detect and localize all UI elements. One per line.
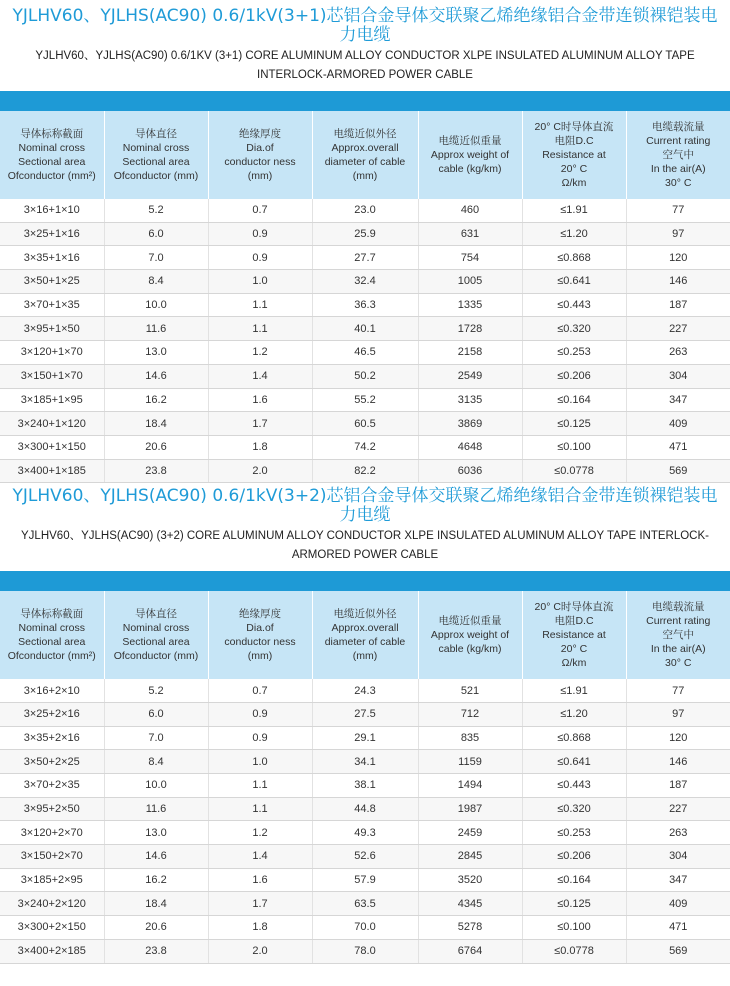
table-cell: 3520 [418, 868, 522, 892]
table-cell: 40.1 [312, 317, 418, 341]
table-cell: 3×70+2×35 [0, 774, 104, 798]
table-cell: 3×150+2×70 [0, 845, 104, 869]
table-cell: ≤1.91 [522, 679, 626, 702]
table-cell: 460 [418, 199, 522, 222]
header-line: 电缆近似重量 [438, 135, 502, 147]
table-cell: 6764 [418, 939, 522, 963]
table-cell: 4345 [418, 892, 522, 916]
header-line: Current rating [646, 615, 711, 628]
table-cell: 77 [626, 199, 730, 222]
table-cell: 16.2 [104, 868, 208, 892]
header-line: 空气中 [662, 149, 694, 161]
table-cell: 347 [626, 388, 730, 412]
header-line: Ω/km [561, 657, 587, 670]
table-cell: 3×95+2×50 [0, 797, 104, 821]
header-line: 电缆载流量 [652, 601, 705, 614]
table-cell: 1.8 [208, 916, 312, 940]
header-line: Ofconductor (mm) [113, 170, 199, 182]
section-title-en: YJLHV60、YJLHS(AC90) 0.6/1KV (3+1) CORE ALUMINUM ALLOY CONDUCTOR XLPE INSULATED ALUMINUM ALLOY TAPE INTERLOCK-ARMORED POWER CABLE [35, 50, 695, 81]
header-line: Dia.of [246, 142, 274, 154]
header-line: Ω/km [561, 177, 587, 189]
header-line: 20° C [560, 643, 588, 656]
table-cell: 70.0 [312, 916, 418, 940]
table-cell: 23.0 [312, 199, 418, 222]
table-cell: 3×16+1×10 [0, 199, 104, 222]
table-cell: 347 [626, 868, 730, 892]
table-cell: 521 [418, 679, 522, 702]
header-line: cable (kg/km) [438, 643, 502, 656]
table-cell: 36.3 [312, 293, 418, 317]
header-line: Resistance at [542, 149, 606, 161]
column-header [418, 111, 522, 199]
table-cell: 23.8 [104, 939, 208, 963]
table-cell: 13.0 [104, 341, 208, 365]
table-cell: 835 [418, 726, 522, 750]
header-line: 20° C [560, 163, 588, 175]
table-cell: 0.9 [208, 246, 312, 270]
header-line: 空气中 [662, 629, 694, 642]
table-row [0, 750, 730, 774]
table-cell: 146 [626, 270, 730, 294]
table-cell: 10.0 [104, 774, 208, 798]
table-cell: 1.6 [208, 388, 312, 412]
table-cell: 29.1 [312, 726, 418, 750]
table-cell: ≤0.164 [522, 388, 626, 412]
table-cell: 3135 [418, 388, 522, 412]
column-header [104, 591, 208, 679]
table-cell: 0.7 [208, 679, 312, 702]
table-cell: ≤0.253 [522, 821, 626, 845]
table-cell: ≤0.125 [522, 412, 626, 436]
table-cell: ≤0.443 [522, 293, 626, 317]
table-row [0, 341, 730, 365]
header-line: In the air(A) [650, 163, 706, 175]
table-cell: 60.5 [312, 412, 418, 436]
header-line: 绝缘厚度 [239, 608, 281, 621]
header-line: Approx weight of [430, 149, 510, 161]
header-line: 导体直径 [135, 128, 177, 140]
table-cell: ≤1.20 [522, 222, 626, 246]
table-row [0, 939, 730, 963]
table-row [0, 293, 730, 317]
section-title-en: YJLHV60、YJLHS(AC90) (3+2) CORE ALUMINUM ALLOY CONDUCTOR XLPE INSULATED ALUMINUM ALLOY TAPE INTERLOCK-ARMORED POWER CABLE [21, 530, 709, 562]
section-title-cn: YJLHV60、YJLHS(AC90) 0.6/1kV(3+1)芯铝合金导体交联聚乙烯绝缘铝合金带连锁裸铠装电力电缆 [12, 6, 718, 45]
table-cell: ≤0.320 [522, 317, 626, 341]
table-cell: 3×70+1×35 [0, 293, 104, 317]
table-cell: 3×25+2×16 [0, 702, 104, 726]
table-row [0, 270, 730, 294]
table-cell: 25.9 [312, 222, 418, 246]
table-cell: 712 [418, 702, 522, 726]
header-line: conductor ness [224, 636, 296, 649]
table-cell: 0.9 [208, 726, 312, 750]
table-cell: 1.8 [208, 435, 312, 459]
table-cell: 20.6 [104, 916, 208, 940]
table-cell: 0.9 [208, 702, 312, 726]
table-cell: 0.7 [208, 199, 312, 222]
table-cell: 754 [418, 246, 522, 270]
table-cell: 1335 [418, 293, 522, 317]
table-cell: 187 [626, 293, 730, 317]
table-cell: 78.0 [312, 939, 418, 963]
header-line: (mm) [247, 170, 273, 182]
header-line: diameter of cable [324, 636, 406, 649]
table-cell: 120 [626, 246, 730, 270]
table-cell: ≤0.100 [522, 435, 626, 459]
table-cell: 50.2 [312, 364, 418, 388]
table-cell: ≤0.206 [522, 364, 626, 388]
table-cell: 569 [626, 459, 730, 483]
table-row [0, 726, 730, 750]
table-cell: 227 [626, 797, 730, 821]
header-line: Approx weight of [430, 629, 510, 642]
table-cell: 1987 [418, 797, 522, 821]
table-cell: ≤0.868 [522, 246, 626, 270]
table-cell: 18.4 [104, 892, 208, 916]
table-cell: 263 [626, 341, 730, 365]
table-cell: 3×25+1×16 [0, 222, 104, 246]
table-cell: ≤0.868 [522, 726, 626, 750]
table-cell: 23.8 [104, 459, 208, 483]
table-cell: 2549 [418, 364, 522, 388]
table-cell: 2459 [418, 821, 522, 845]
table-cell: ≤0.100 [522, 916, 626, 940]
table-row [0, 435, 730, 459]
table-cell: 3×185+2×95 [0, 868, 104, 892]
table-cell: 2.0 [208, 939, 312, 963]
table-cell: 27.5 [312, 702, 418, 726]
table-cell: 1.0 [208, 750, 312, 774]
table-cell: 3×120+2×70 [0, 821, 104, 845]
table-cell: 1005 [418, 270, 522, 294]
table-cell: 1.4 [208, 364, 312, 388]
header-line: Ofconductor (mm²) [7, 170, 96, 182]
table-cell: 1.4 [208, 845, 312, 869]
table-cell: ≤0.320 [522, 797, 626, 821]
column-header [0, 111, 104, 199]
table-cell: 1.7 [208, 412, 312, 436]
table-cell: 46.5 [312, 341, 418, 365]
table-cell: 409 [626, 412, 730, 436]
table-cell: 63.5 [312, 892, 418, 916]
table-cell: 14.6 [104, 364, 208, 388]
table-cell: 7.0 [104, 246, 208, 270]
header-line: Sectional area [122, 156, 190, 168]
header-line: In the air(A) [650, 643, 706, 656]
header-line: Resistance at [542, 629, 606, 642]
table-cell: 97 [626, 222, 730, 246]
table-cell: 3×240+1×120 [0, 412, 104, 436]
header-line: 20° C时导体直流 [534, 601, 614, 614]
column-header [522, 591, 626, 679]
table-row [0, 868, 730, 892]
column-header [418, 591, 522, 679]
header-line: conductor ness [224, 156, 296, 168]
header-line: 20° C时导体直流 [534, 121, 614, 133]
table-row [0, 317, 730, 341]
table-cell: ≤0.443 [522, 774, 626, 798]
table-cell: 146 [626, 750, 730, 774]
header-line: 电缆近似外径 [333, 608, 397, 621]
table-cell: 44.8 [312, 797, 418, 821]
table-cell: 11.6 [104, 797, 208, 821]
table-cell: 8.4 [104, 750, 208, 774]
header-row [0, 111, 730, 199]
table-cell: 5278 [418, 916, 522, 940]
header-line: Sectional area [122, 636, 190, 649]
column-header [208, 111, 312, 199]
table-cell: 11.6 [104, 317, 208, 341]
cable-section-2 [0, 483, 730, 963]
table-cell: ≤0.0778 [522, 939, 626, 963]
table-cell: 2.0 [208, 459, 312, 483]
table-cell: 8.4 [104, 270, 208, 294]
table-cell: 120 [626, 726, 730, 750]
table-cell: 263 [626, 821, 730, 845]
header-band [0, 91, 730, 111]
table-cell: 32.4 [312, 270, 418, 294]
table-cell: ≤1.91 [522, 199, 626, 222]
table-row [0, 222, 730, 246]
table-cell: ≤0.125 [522, 892, 626, 916]
table-cell: 1.2 [208, 821, 312, 845]
column-header [626, 111, 730, 199]
table-row [0, 797, 730, 821]
table-cell: 3×50+1×25 [0, 270, 104, 294]
table-cell: ≤0.641 [522, 270, 626, 294]
table-cell: 3×35+2×16 [0, 726, 104, 750]
column-header [0, 591, 104, 679]
table-cell: 74.2 [312, 435, 418, 459]
table-cell: 304 [626, 845, 730, 869]
header-line: Current rating [646, 135, 711, 147]
header-line: 电缆载流量 [652, 121, 705, 133]
header-line: diameter of cable [324, 156, 406, 168]
table-cell: ≤1.20 [522, 702, 626, 726]
table-cell: ≤0.206 [522, 845, 626, 869]
table-cell: 57.9 [312, 868, 418, 892]
table-cell: 0.9 [208, 222, 312, 246]
header-line: (mm) [352, 170, 378, 182]
header-line: Ofconductor (mm) [113, 650, 199, 663]
header-line: Nominal cross [122, 142, 190, 154]
column-header [312, 111, 418, 199]
table-cell: 1.1 [208, 317, 312, 341]
spec-table [0, 591, 730, 963]
table-cell: 2845 [418, 845, 522, 869]
table-cell: 14.6 [104, 845, 208, 869]
table-cell: 18.4 [104, 412, 208, 436]
table-cell: 409 [626, 892, 730, 916]
header-line: 电阻D.C [554, 135, 594, 147]
header-line: Nominal cross [18, 622, 86, 635]
table-cell: ≤0.0778 [522, 459, 626, 483]
table-cell: 1.1 [208, 797, 312, 821]
table-row [0, 702, 730, 726]
table-cell: 97 [626, 702, 730, 726]
table-row [0, 916, 730, 940]
table-cell: 82.2 [312, 459, 418, 483]
table-cell: 10.0 [104, 293, 208, 317]
table-cell: 3×240+2×120 [0, 892, 104, 916]
header-line: cable (kg/km) [438, 163, 502, 175]
header-line: 30° C [665, 657, 692, 670]
table-cell: 3869 [418, 412, 522, 436]
table-row [0, 845, 730, 869]
table-cell: 304 [626, 364, 730, 388]
table-cell: 2158 [418, 341, 522, 365]
table-row [0, 246, 730, 270]
header-line: Dia.of [246, 622, 274, 635]
column-header [522, 111, 626, 199]
table-cell: 3×35+1×16 [0, 246, 104, 270]
table-cell: 1.0 [208, 270, 312, 294]
table-row [0, 364, 730, 388]
table-cell: 3×95+1×50 [0, 317, 104, 341]
header-line: Nominal cross [18, 142, 86, 154]
table-cell: ≤0.641 [522, 750, 626, 774]
table-cell: 13.0 [104, 821, 208, 845]
table-cell: 569 [626, 939, 730, 963]
table-cell: 3×300+1×150 [0, 435, 104, 459]
table-cell: 3×400+1×185 [0, 459, 104, 483]
table-cell: 3×300+2×150 [0, 916, 104, 940]
header-line: Ofconductor (mm²) [7, 650, 96, 663]
table-row [0, 412, 730, 436]
table-cell: 1.1 [208, 774, 312, 798]
table-cell: 471 [626, 916, 730, 940]
column-header [312, 591, 418, 679]
table-cell: 3×16+2×10 [0, 679, 104, 702]
table-cell: 38.1 [312, 774, 418, 798]
header-line: 导体标称截面 [20, 128, 84, 140]
table-cell: 1.2 [208, 341, 312, 365]
table-cell: 1728 [418, 317, 522, 341]
column-header [626, 591, 730, 679]
table-row [0, 774, 730, 798]
table-cell: 24.3 [312, 679, 418, 702]
table-cell: 3×400+2×185 [0, 939, 104, 963]
table-cell: 16.2 [104, 388, 208, 412]
table-cell: ≤0.253 [522, 341, 626, 365]
column-header [208, 591, 312, 679]
table-cell: 6036 [418, 459, 522, 483]
table-cell: 49.3 [312, 821, 418, 845]
table-cell: 3×120+1×70 [0, 341, 104, 365]
table-cell: 6.0 [104, 702, 208, 726]
header-line: 30° C [665, 177, 692, 189]
table-cell: 27.7 [312, 246, 418, 270]
table-cell: 1.1 [208, 293, 312, 317]
table-cell: 3×150+1×70 [0, 364, 104, 388]
header-line: 电缆近似重量 [438, 615, 502, 628]
header-line: 电阻D.C [554, 615, 594, 628]
table-cell: 1.6 [208, 868, 312, 892]
header-line: (mm) [247, 650, 273, 663]
header-line: Nominal cross [122, 622, 190, 635]
table-cell: 6.0 [104, 222, 208, 246]
table-cell: 227 [626, 317, 730, 341]
table-row [0, 679, 730, 702]
header-band [0, 571, 730, 591]
table-row [0, 821, 730, 845]
table-row [0, 388, 730, 412]
table-row [0, 892, 730, 916]
table-cell: 3×185+1×95 [0, 388, 104, 412]
header-line: Sectional area [18, 636, 86, 649]
table-cell: 34.1 [312, 750, 418, 774]
table-row [0, 199, 730, 222]
table-cell: 1494 [418, 774, 522, 798]
header-line: 绝缘厚度 [239, 128, 281, 140]
header-line: 电缆近似外径 [333, 128, 397, 140]
header-line: Sectional area [18, 156, 86, 168]
table-cell: 52.6 [312, 845, 418, 869]
table-cell: 631 [418, 222, 522, 246]
column-header [104, 111, 208, 199]
table-cell: 77 [626, 679, 730, 702]
header-line: Approx.overall [331, 142, 399, 154]
cable-section-1 [0, 0, 730, 483]
table-row [0, 459, 730, 483]
table-cell: 5.2 [104, 199, 208, 222]
table-cell: 20.6 [104, 435, 208, 459]
table-cell: 1159 [418, 750, 522, 774]
table-cell: 7.0 [104, 726, 208, 750]
table-cell: 4648 [418, 435, 522, 459]
spec-table [0, 111, 730, 483]
header-line: 导体标称截面 [20, 608, 84, 621]
table-cell: 187 [626, 774, 730, 798]
header-line: 导体直径 [135, 608, 177, 621]
table-cell: 55.2 [312, 388, 418, 412]
header-line: (mm) [352, 650, 378, 663]
header-row [0, 591, 730, 679]
table-cell: 5.2 [104, 679, 208, 702]
table-cell: 1.7 [208, 892, 312, 916]
table-cell: ≤0.164 [522, 868, 626, 892]
header-line: Approx.overall [331, 622, 399, 635]
table-cell: 3×50+2×25 [0, 750, 104, 774]
table-cell: 471 [626, 435, 730, 459]
section-title-cn: YJLHV60、YJLHS(AC90) 0.6/1kV(3+2)芯铝合金导体交联聚乙烯绝缘铝合金带连锁裸铠装电力电缆 [12, 486, 718, 526]
